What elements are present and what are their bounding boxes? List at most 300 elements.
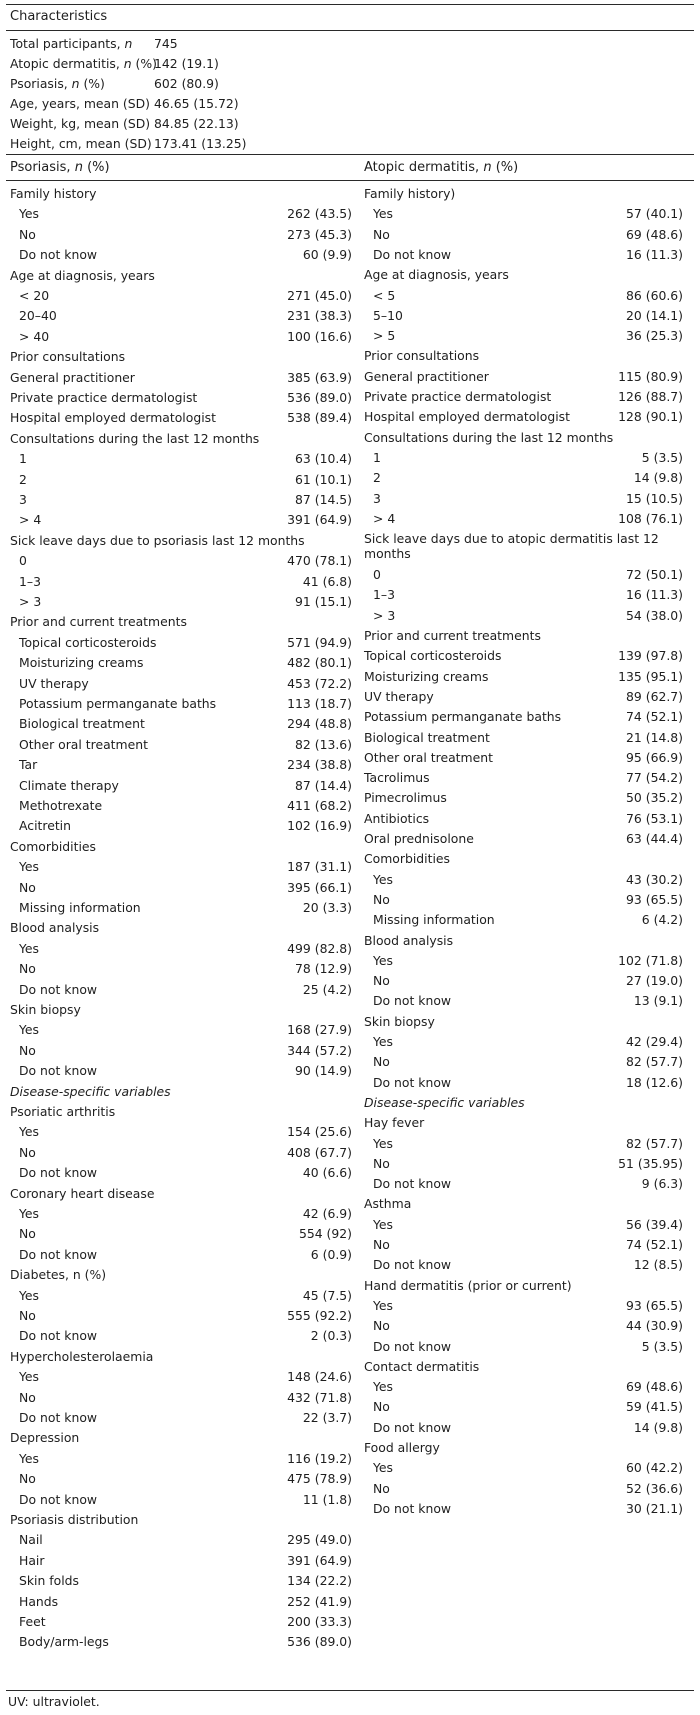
- row-label: > 3: [19, 594, 42, 609]
- group-heading: [10, 347, 352, 367]
- row-label: Topical corticosteroids: [19, 634, 157, 650]
- table-row: [364, 326, 683, 346]
- group-label: Depression: [10, 1430, 80, 1446]
- table-row: [364, 489, 683, 509]
- group-heading: [364, 265, 683, 285]
- bottom-rule: [6, 1690, 694, 1691]
- row-label: Do not know: [19, 1491, 98, 1507]
- row-value: 82 (57.7): [626, 1135, 683, 1151]
- row-label: Do not know: [373, 1074, 452, 1090]
- row-value: 9 (6.3): [641, 1176, 683, 1192]
- row-value: 344 (57.2): [287, 1042, 352, 1058]
- row-value: 115 (80.9): [618, 368, 683, 384]
- characteristic-label: [10, 54, 157, 74]
- table-row: [364, 707, 683, 727]
- row-value: 6 (0.9): [310, 1246, 352, 1262]
- characteristic-label-text: Height, cm, mean (SD): [10, 136, 152, 151]
- group-heading: [364, 428, 683, 448]
- table-row: [10, 674, 352, 694]
- table-row: [10, 327, 352, 347]
- row-value: 60 (42.2): [626, 1460, 683, 1476]
- row-value: 482 (80.1): [287, 655, 352, 671]
- characteristic-label: [10, 74, 105, 94]
- row-value: 20 (3.3): [302, 900, 352, 915]
- row-label: 5–10: [373, 307, 403, 323]
- group-label: Skin biopsy: [10, 1002, 81, 1017]
- table-row: [10, 1122, 352, 1142]
- table-row: [364, 1296, 683, 1316]
- row-value: 82 (57.7): [626, 1054, 683, 1070]
- row-label: 1–3: [19, 573, 41, 589]
- row-label: Yes: [19, 1022, 40, 1038]
- table-row: [10, 1020, 352, 1040]
- row-label: No: [373, 973, 390, 989]
- row-label: Yes: [19, 1206, 40, 1221]
- row-label: No: [19, 1389, 36, 1405]
- table-row: [10, 776, 352, 796]
- row-value: 432 (71.8): [287, 1389, 352, 1405]
- group-label: Hypercholesterolaemia: [10, 1348, 154, 1364]
- row-label: Do not know: [19, 1410, 98, 1425]
- row-label: No: [19, 1042, 36, 1058]
- characteristic-label: [10, 114, 150, 134]
- table-row: [10, 1306, 352, 1326]
- table-row: [10, 939, 352, 959]
- row-value: 82 (13.6): [295, 736, 352, 752]
- row-label: 2: [19, 471, 27, 487]
- group-label: Comorbidities: [364, 851, 450, 867]
- row-label: < 5: [373, 287, 396, 303]
- row-label: Yes: [19, 1124, 40, 1140]
- row-label: Yes: [373, 952, 394, 968]
- row-label: Private practice dermatologist: [10, 390, 198, 405]
- row-value: 78 (12.9): [295, 961, 352, 977]
- group-heading: [10, 1265, 352, 1285]
- table-row: [10, 1551, 352, 1571]
- group-label: Age at diagnosis, years: [10, 267, 155, 283]
- row-label: Do not know: [373, 993, 452, 1009]
- row-value: 36 (25.3): [626, 328, 683, 344]
- table-row: [10, 1224, 352, 1244]
- row-label: Do not know: [19, 1328, 98, 1344]
- group-heading: [10, 1347, 352, 1367]
- row-label: Do not know: [19, 1246, 98, 1262]
- row-value: 5 (3.5): [641, 449, 683, 465]
- row-value: 555 (92.2): [287, 1308, 352, 1323]
- row-value: 87 (14.5): [295, 492, 352, 507]
- characteristic-label-text: Atopic dermatitis,: [10, 56, 124, 71]
- group-heading: [10, 1102, 352, 1122]
- row-label: Other oral treatment: [364, 749, 493, 765]
- row-value: 59 (41.5): [626, 1399, 683, 1415]
- table-row: [10, 1612, 352, 1632]
- group-label: Prior consultations: [364, 348, 480, 364]
- table-row: [10, 1367, 352, 1387]
- characteristic-label-text: Age, years, mean (SD): [10, 96, 150, 111]
- row-label: Oral prednisolone: [364, 831, 474, 846]
- table-row: [364, 367, 683, 387]
- group-heading: [10, 918, 352, 938]
- table-row: [10, 980, 352, 1000]
- footnote: UV: ultraviolet.: [8, 1694, 100, 1709]
- table-row: [364, 870, 683, 890]
- row-label: > 40: [19, 328, 50, 344]
- row-value: 52 (36.6): [626, 1480, 683, 1496]
- table-row: [364, 951, 683, 971]
- row-value: 41 (6.8): [302, 573, 352, 589]
- psoriasis-column-header: Psoriasis, n (%): [10, 160, 110, 175]
- row-value: 63 (10.4): [295, 451, 352, 467]
- row-value: 61 (10.1): [295, 471, 352, 487]
- row-label: Yes: [373, 1297, 394, 1313]
- row-label: Yes: [19, 859, 40, 875]
- group-heading: [10, 531, 352, 551]
- row-label: No: [19, 1144, 36, 1160]
- group-heading: [364, 1194, 683, 1214]
- group-label: Blood analysis: [364, 932, 454, 948]
- row-label: Hospital employed dermatologist: [10, 410, 216, 426]
- table-row: [364, 509, 683, 529]
- row-label: > 4: [19, 512, 42, 528]
- row-value: 231 (38.3): [287, 308, 352, 324]
- table-row: [364, 387, 683, 407]
- group-label: Disease-specific variables: [10, 1083, 171, 1099]
- row-value: 200 (33.3): [287, 1614, 352, 1629]
- row-value: 91 (15.1): [295, 594, 352, 609]
- table-row: [10, 1388, 352, 1408]
- group-label: Consultations during the last 12 months: [10, 430, 260, 446]
- row-label: Do not know: [19, 981, 98, 997]
- table-row: [10, 857, 352, 877]
- table-row: [10, 1286, 352, 1306]
- row-value: 15 (10.5): [626, 490, 683, 506]
- table-row: [364, 1255, 683, 1275]
- row-label: Biological treatment: [364, 729, 490, 745]
- group-label: Blood analysis: [10, 920, 100, 936]
- row-label: Body/arm-legs: [19, 1634, 109, 1650]
- table-row: [10, 551, 352, 571]
- row-label: No: [19, 1471, 36, 1487]
- row-label: Yes: [373, 1034, 394, 1049]
- row-value: 87 (14.4): [295, 777, 352, 793]
- table-row: [10, 1571, 352, 1591]
- row-label: 3: [19, 492, 27, 507]
- group-heading: [10, 429, 352, 449]
- table-row: [364, 1458, 683, 1478]
- row-label: Hair: [19, 1552, 45, 1568]
- group-heading: [364, 1357, 683, 1377]
- group-label: Diabetes, n (%): [10, 1267, 107, 1283]
- row-value: 385 (63.9): [287, 369, 352, 385]
- row-value: 411 (68.2): [287, 798, 352, 813]
- row-value: 43 (30.2): [626, 871, 683, 887]
- table-row: [364, 667, 683, 687]
- characteristic-row: [10, 114, 340, 134]
- group-label: Prior consultations: [10, 349, 126, 365]
- table-row: [10, 633, 352, 653]
- characteristic-row: [10, 54, 340, 74]
- row-label: UV therapy: [19, 675, 89, 691]
- row-value: 89 (62.7): [626, 688, 683, 704]
- row-value: 536 (89.0): [287, 1634, 352, 1650]
- row-value: 252 (41.9): [287, 1593, 352, 1609]
- table-row: [364, 890, 683, 910]
- table-row: [10, 1061, 352, 1081]
- row-value: 234 (38.8): [287, 757, 352, 773]
- characteristic-label-text: Psoriasis,: [10, 76, 72, 91]
- table-row: [364, 768, 683, 788]
- row-label: Do not know: [373, 1419, 452, 1435]
- row-value: 22 (3.7): [302, 1410, 352, 1425]
- row-label: No: [19, 961, 36, 977]
- group-heading: [10, 612, 352, 632]
- row-label: < 20: [19, 288, 50, 303]
- row-label: Feet: [19, 1614, 46, 1629]
- table-row: [364, 225, 683, 245]
- row-label: Yes: [373, 206, 394, 222]
- row-value: 168 (27.9): [287, 1022, 352, 1038]
- characteristic-label-n: n: [123, 56, 132, 71]
- table-row: [10, 755, 352, 775]
- table-row: [364, 1215, 683, 1235]
- row-value: 54 (38.0): [626, 607, 683, 623]
- row-value: 135 (95.1): [618, 668, 683, 684]
- row-value: 14 (9.8): [633, 470, 683, 486]
- table-row: [364, 748, 683, 768]
- table-row: [10, 286, 352, 306]
- table-row: [10, 510, 352, 530]
- row-value: 30 (21.1): [626, 1500, 683, 1516]
- table-row: [364, 829, 683, 849]
- table-row: [10, 470, 352, 490]
- group-heading: [10, 266, 352, 286]
- row-label: Yes: [19, 1287, 40, 1303]
- row-label: 1: [19, 451, 27, 467]
- row-value: 499 (82.8): [287, 940, 352, 956]
- row-value: 42 (29.4): [626, 1034, 683, 1049]
- table-row: [364, 1052, 683, 1072]
- row-label: > 3: [373, 607, 396, 623]
- table-row: [10, 1530, 352, 1550]
- table-row: [10, 714, 352, 734]
- table-row: [10, 816, 352, 836]
- characteristic-row: [10, 34, 340, 54]
- table-row: [364, 809, 683, 829]
- atopic-column-header: Atopic dermatitis, n (%): [364, 160, 519, 175]
- table-row: [10, 1163, 352, 1183]
- row-label: Potassium permanganate baths: [364, 709, 562, 725]
- row-value: 102 (71.8): [618, 952, 683, 968]
- table-row: [364, 1397, 683, 1417]
- row-label: Yes: [373, 1216, 394, 1232]
- row-label: Private practice dermatologist: [364, 389, 552, 404]
- group-heading: [364, 1012, 683, 1032]
- row-label: Do not know: [19, 1063, 98, 1079]
- row-value: 148 (24.6): [287, 1369, 352, 1385]
- row-value: 139 (97.8): [618, 648, 683, 664]
- table-row: [10, 449, 352, 469]
- table-row: [364, 448, 683, 468]
- table-row: [364, 245, 683, 265]
- row-value: 108 (76.1): [618, 510, 683, 526]
- characteristic-label-n: n: [71, 76, 80, 91]
- characteristic-label-suffix: (%): [131, 56, 157, 71]
- row-value: 571 (94.9): [287, 634, 352, 650]
- row-label: Do not know: [373, 1176, 452, 1192]
- row-label: Yes: [373, 871, 394, 887]
- table-row: [10, 225, 352, 245]
- group-label: Disease-specific variables: [364, 1094, 525, 1110]
- row-value: 100 (16.6): [287, 328, 352, 344]
- row-value: 14 (9.8): [633, 1419, 683, 1435]
- section-rule: [6, 154, 694, 155]
- table-row: [364, 468, 683, 488]
- table-row: [364, 1337, 683, 1357]
- table-row: [364, 407, 683, 427]
- table-row: [10, 1449, 352, 1469]
- row-value: 453 (72.2): [287, 675, 352, 691]
- table-row: [10, 1469, 352, 1489]
- table-row: [364, 728, 683, 748]
- row-label: UV therapy: [364, 688, 434, 704]
- group-heading: [364, 931, 683, 951]
- row-label: Do not know: [19, 1165, 98, 1181]
- row-label: 0: [19, 553, 27, 569]
- row-label: No: [19, 879, 36, 895]
- table-row: [364, 646, 683, 666]
- table-row: [10, 694, 352, 714]
- group-label: Age at diagnosis, years: [364, 267, 509, 283]
- table-row: [10, 898, 352, 918]
- table-row: [364, 971, 683, 991]
- title-rule: [6, 30, 694, 31]
- row-label: Yes: [373, 1379, 394, 1395]
- table-row: [10, 1408, 352, 1428]
- characteristics-title: Characteristics: [10, 9, 108, 24]
- table-row: [364, 306, 683, 326]
- group-heading: [364, 184, 683, 204]
- characteristic-value: 173.41 (13.25): [154, 136, 247, 151]
- group-label: Sick leave days due to psoriasis last 12 months: [10, 532, 305, 548]
- row-label: Do not know: [373, 1500, 452, 1516]
- table-row: [10, 1041, 352, 1061]
- row-label: 3: [373, 490, 381, 506]
- group-heading: [10, 1428, 352, 1448]
- row-label: No: [373, 1480, 390, 1496]
- row-value: 69 (48.6): [626, 226, 683, 242]
- row-value: 11 (1.8): [302, 1491, 352, 1507]
- table-row: [364, 1479, 683, 1499]
- table-row: [10, 1632, 352, 1652]
- row-value: 113 (18.7): [287, 696, 352, 711]
- group-heading: [364, 1113, 683, 1133]
- table-row: [10, 388, 352, 408]
- row-value: 21 (14.8): [626, 729, 683, 745]
- row-label: > 4: [373, 510, 396, 526]
- row-value: 126 (88.7): [618, 389, 683, 404]
- table-row: [10, 1245, 352, 1265]
- characteristic-label-suffix: (%): [79, 76, 105, 91]
- table-row: [10, 245, 352, 265]
- row-label: 1: [373, 449, 381, 465]
- row-value: 25 (4.2): [302, 981, 352, 997]
- row-value: 27 (19.0): [626, 973, 683, 989]
- row-value: 391 (64.9): [287, 1552, 352, 1568]
- group-label: Contact dermatitis: [364, 1358, 480, 1374]
- group-label: Asthma: [364, 1196, 412, 1212]
- row-label: No: [373, 1054, 390, 1070]
- row-value: 470 (78.1): [287, 553, 352, 569]
- row-label: > 5: [373, 328, 396, 344]
- table-row: [10, 653, 352, 673]
- row-label: No: [373, 1399, 390, 1415]
- row-label: Missing information: [19, 900, 141, 915]
- header-rule: [6, 180, 694, 181]
- row-label: No: [19, 226, 36, 242]
- table-row: [364, 1499, 683, 1519]
- table-row: [10, 735, 352, 755]
- row-value: 187 (31.1): [287, 859, 352, 875]
- group-heading: [10, 837, 352, 857]
- group-label: Consultations during the last 12 months: [364, 429, 614, 445]
- row-value: 134 (22.2): [287, 1573, 352, 1589]
- row-value: 294 (48.8): [287, 716, 352, 732]
- row-label: Acitretin: [19, 818, 71, 834]
- row-label: No: [19, 1226, 36, 1242]
- characteristic-label: [10, 134, 152, 154]
- row-value: 45 (7.5): [302, 1287, 352, 1303]
- characteristic-value: 84.85 (22.13): [154, 116, 239, 131]
- row-label: Skin folds: [19, 1573, 79, 1589]
- table-row: [10, 408, 352, 428]
- row-value: 77 (54.2): [626, 770, 683, 786]
- table-row: [364, 286, 683, 306]
- group-heading: [364, 849, 683, 869]
- row-label: Hospital employed dermatologist: [364, 409, 570, 425]
- characteristic-label-text: Weight, kg, mean (SD): [10, 116, 151, 131]
- row-value: 102 (16.9): [287, 818, 352, 834]
- row-label: Hands: [19, 1593, 59, 1609]
- row-value: 116 (19.2): [287, 1450, 352, 1466]
- row-value: 95 (66.9): [626, 749, 683, 765]
- row-label: No: [19, 1308, 36, 1323]
- table-row: [364, 1073, 683, 1093]
- table-row: [10, 878, 352, 898]
- row-label: Moisturizing creams: [364, 668, 489, 684]
- group-label: Food allergy: [364, 1440, 440, 1455]
- row-label: Yes: [19, 206, 40, 222]
- characteristic-label: [10, 34, 132, 54]
- row-value: 40 (6.6): [302, 1165, 352, 1181]
- row-value: 273 (45.3): [287, 226, 352, 242]
- row-label: Yes: [19, 940, 40, 956]
- group-heading: [364, 1276, 683, 1296]
- table-row: [364, 565, 683, 585]
- characteristic-label-text: Total participants,: [10, 36, 125, 51]
- table-row: [10, 1143, 352, 1163]
- row-value: 44 (30.9): [626, 1318, 683, 1334]
- row-label: Potassium permanganate baths: [19, 696, 217, 711]
- row-value: 51 (35.95): [618, 1155, 683, 1171]
- row-label: 20–40: [19, 308, 57, 324]
- row-value: 93 (65.5): [626, 1297, 683, 1313]
- table-row: [10, 796, 352, 816]
- table-row: [364, 1032, 683, 1052]
- row-label: Biological treatment: [19, 716, 145, 732]
- row-label: Methotrexate: [19, 798, 103, 813]
- row-value: 42 (6.9): [302, 1206, 352, 1221]
- row-label: No: [373, 226, 390, 242]
